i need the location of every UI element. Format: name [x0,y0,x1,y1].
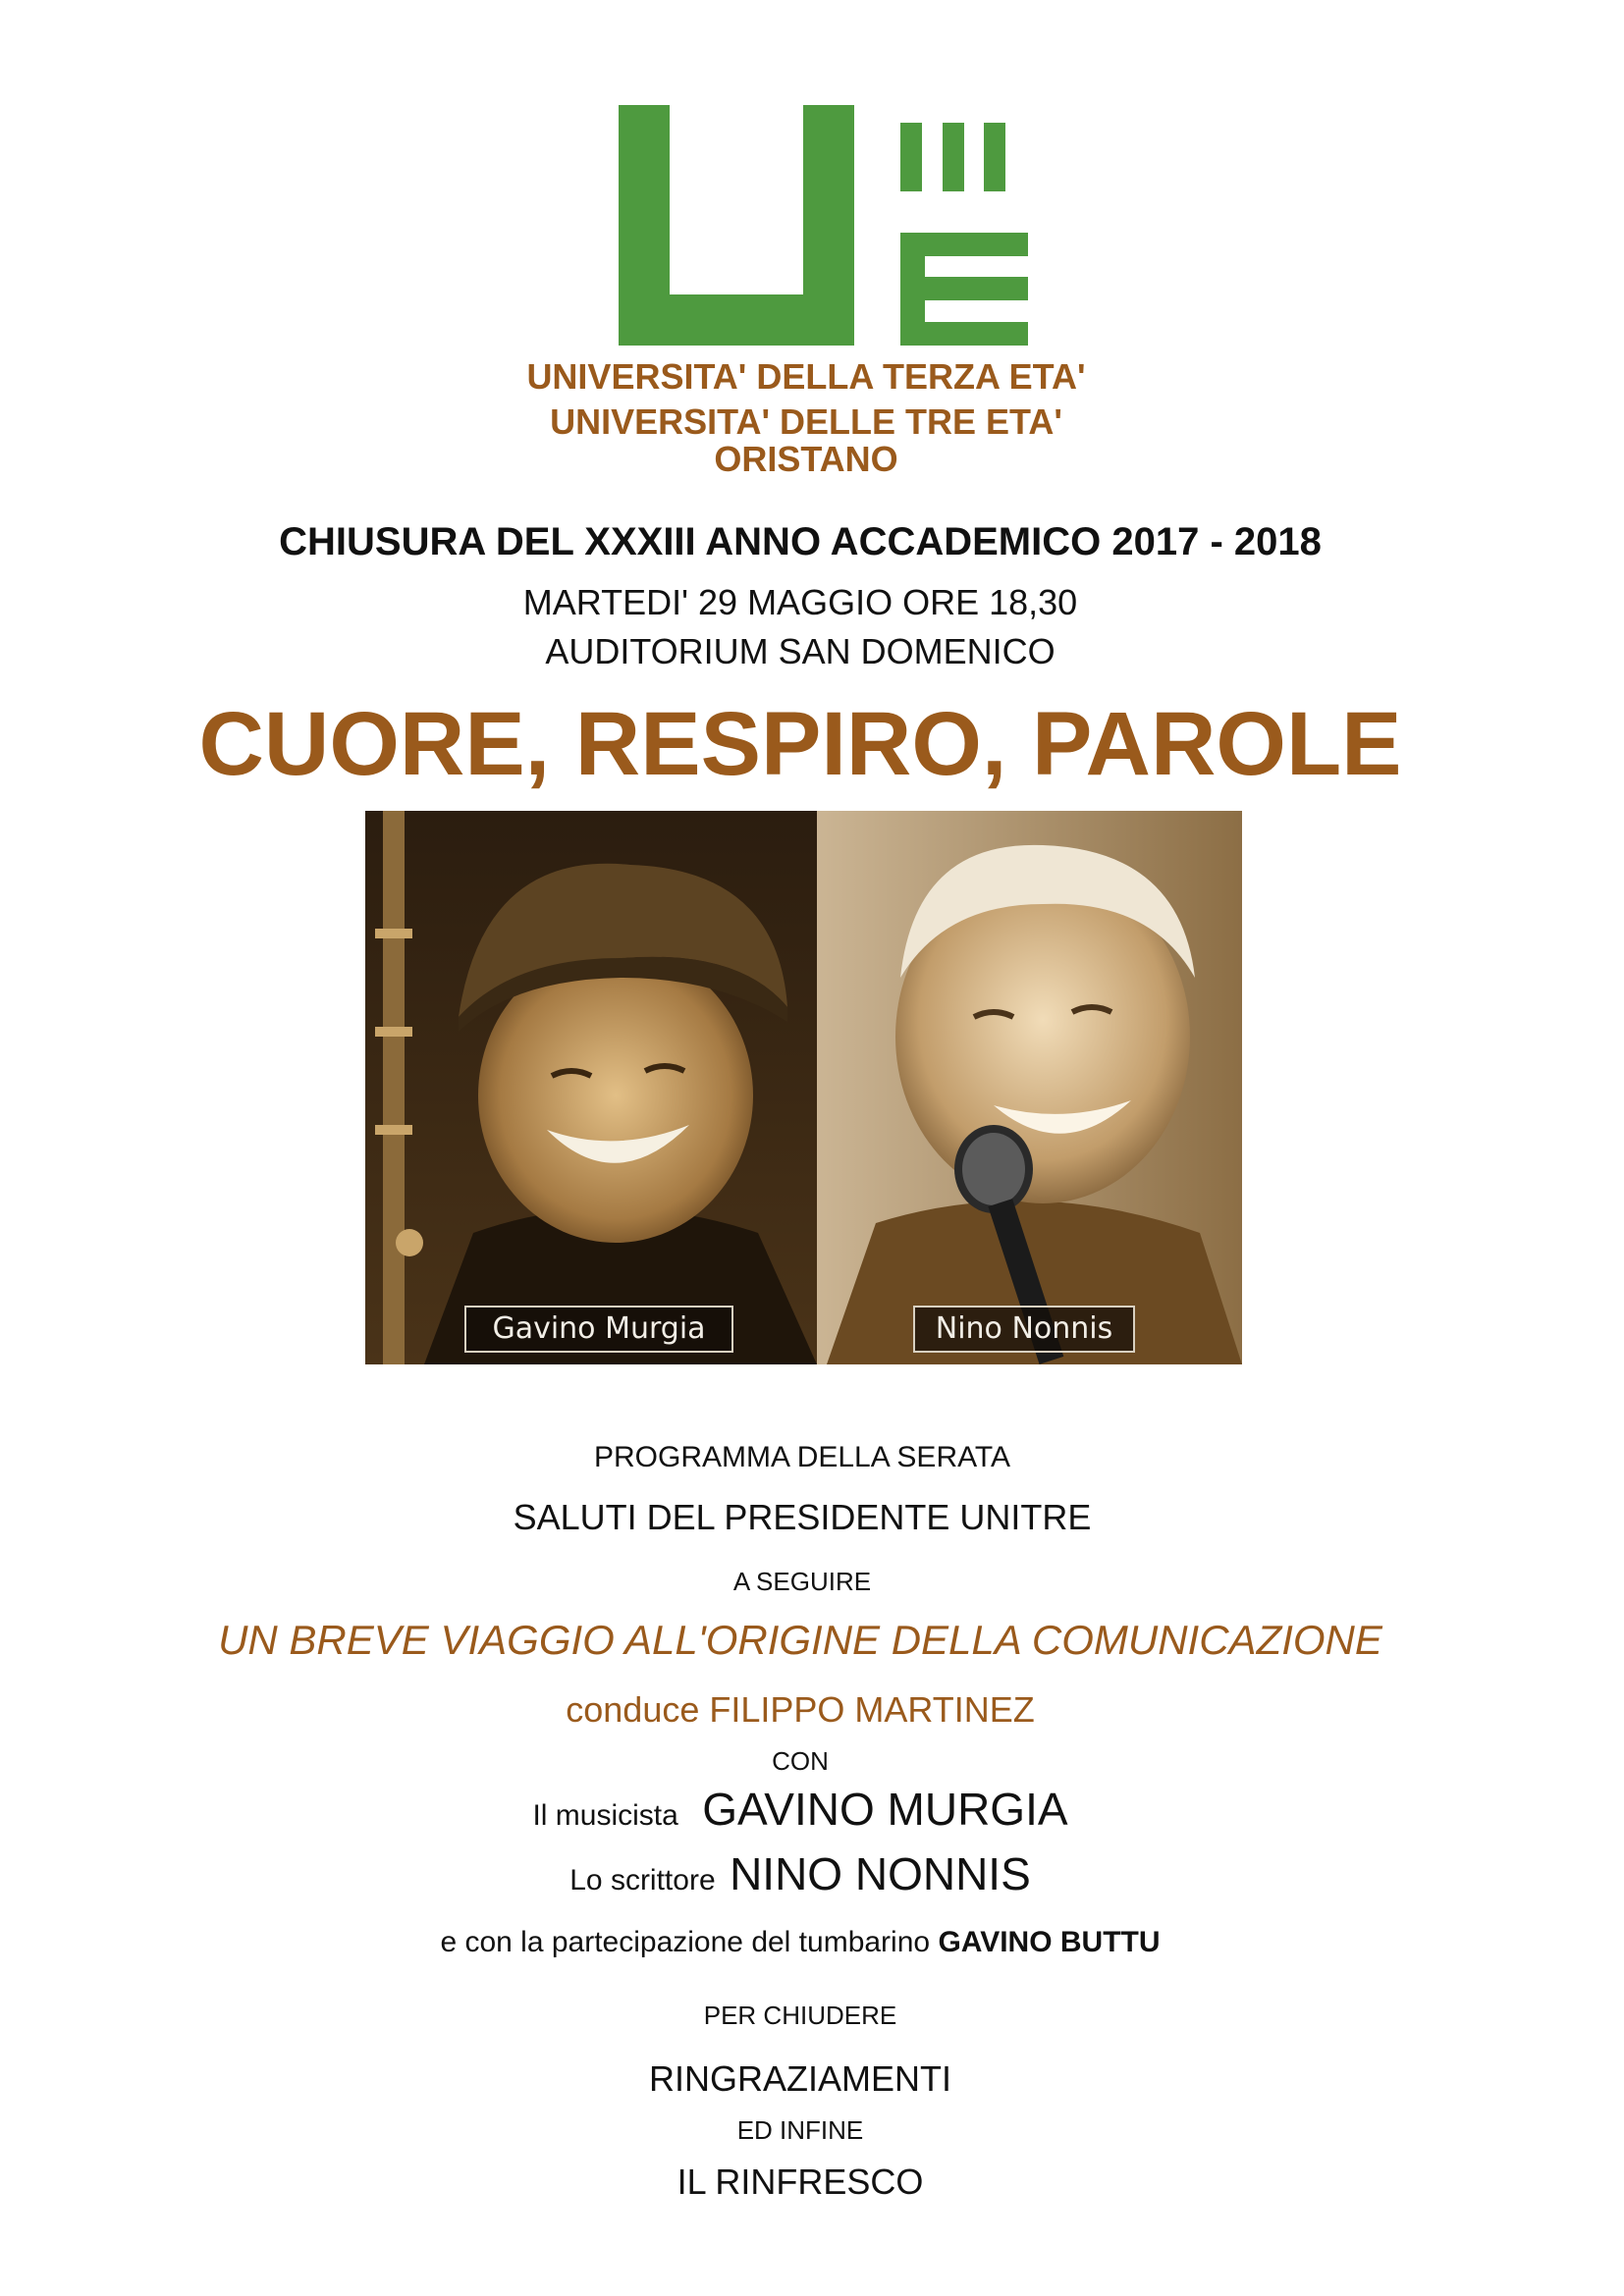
event-title: CHIUSURA DEL XXXIII ANNO ACCADEMICO 2017 - 2018 [279,520,1322,563]
programme-then: A SEGUIRE [732,1567,872,1596]
participation-name: GAVINO BUTTU [938,1926,1161,1958]
participation-text: e con la partecipazione del tumbarino [440,1926,931,1958]
writer-name: NINO NONNIS [730,1848,1031,1899]
event-date-time: MARTEDI' 29 MAGGIO ORE 18,30 [522,582,1078,622]
programme-welcome: SALUTI DEL PRESIDENTE UNITRE [513,1497,1092,1537]
finally-label: ED INFINE [736,2115,864,2145]
programme-with: CON [772,1746,829,1776]
refreshment: IL RINFRESCO [677,2162,924,2202]
talk-title: UN BREVE VIAGGIO ALL'ORIGINE DELLA COMUNICAZIONE [218,1617,1382,1663]
thanks: RINGRAZIAMENTI [648,2058,951,2099]
writer-role: Lo scrittore [569,1864,716,1896]
event-headline: CUORE, RESPIRO, PAROLE [198,694,1402,794]
unitre-logo-icon [619,105,1031,346]
institution-city: ORISTANO [714,439,898,479]
musician-line [0,1784,1612,1835]
writer-line [0,1848,1612,1899]
artists-photo-image [365,811,1242,1364]
musician-role: Il musicista [532,1799,678,1832]
musician-name: GAVINO MURGIA [702,1784,1068,1835]
closing-label: PER CHIUDERE [703,2001,897,2030]
talk-host: conduce FILIPPO MARTINEZ [566,1689,1035,1730]
artists-photo [365,811,1242,1364]
programme-heading: PROGRAMMA DELLA SERATA [594,1441,1010,1473]
event-venue: AUDITORIUM SAN DOMENICO [545,631,1056,671]
participation-line [0,1928,1612,1957]
institution-line-1: UNIVERSITA' DELLA TERZA ETA' [526,356,1086,397]
photo-caption-left: Gavino Murgia [464,1306,733,1353]
institution-line-2: UNIVERSITA' DELLE TRE ETA' [550,401,1062,442]
photo-caption-right: Nino Nonnis [913,1306,1135,1353]
